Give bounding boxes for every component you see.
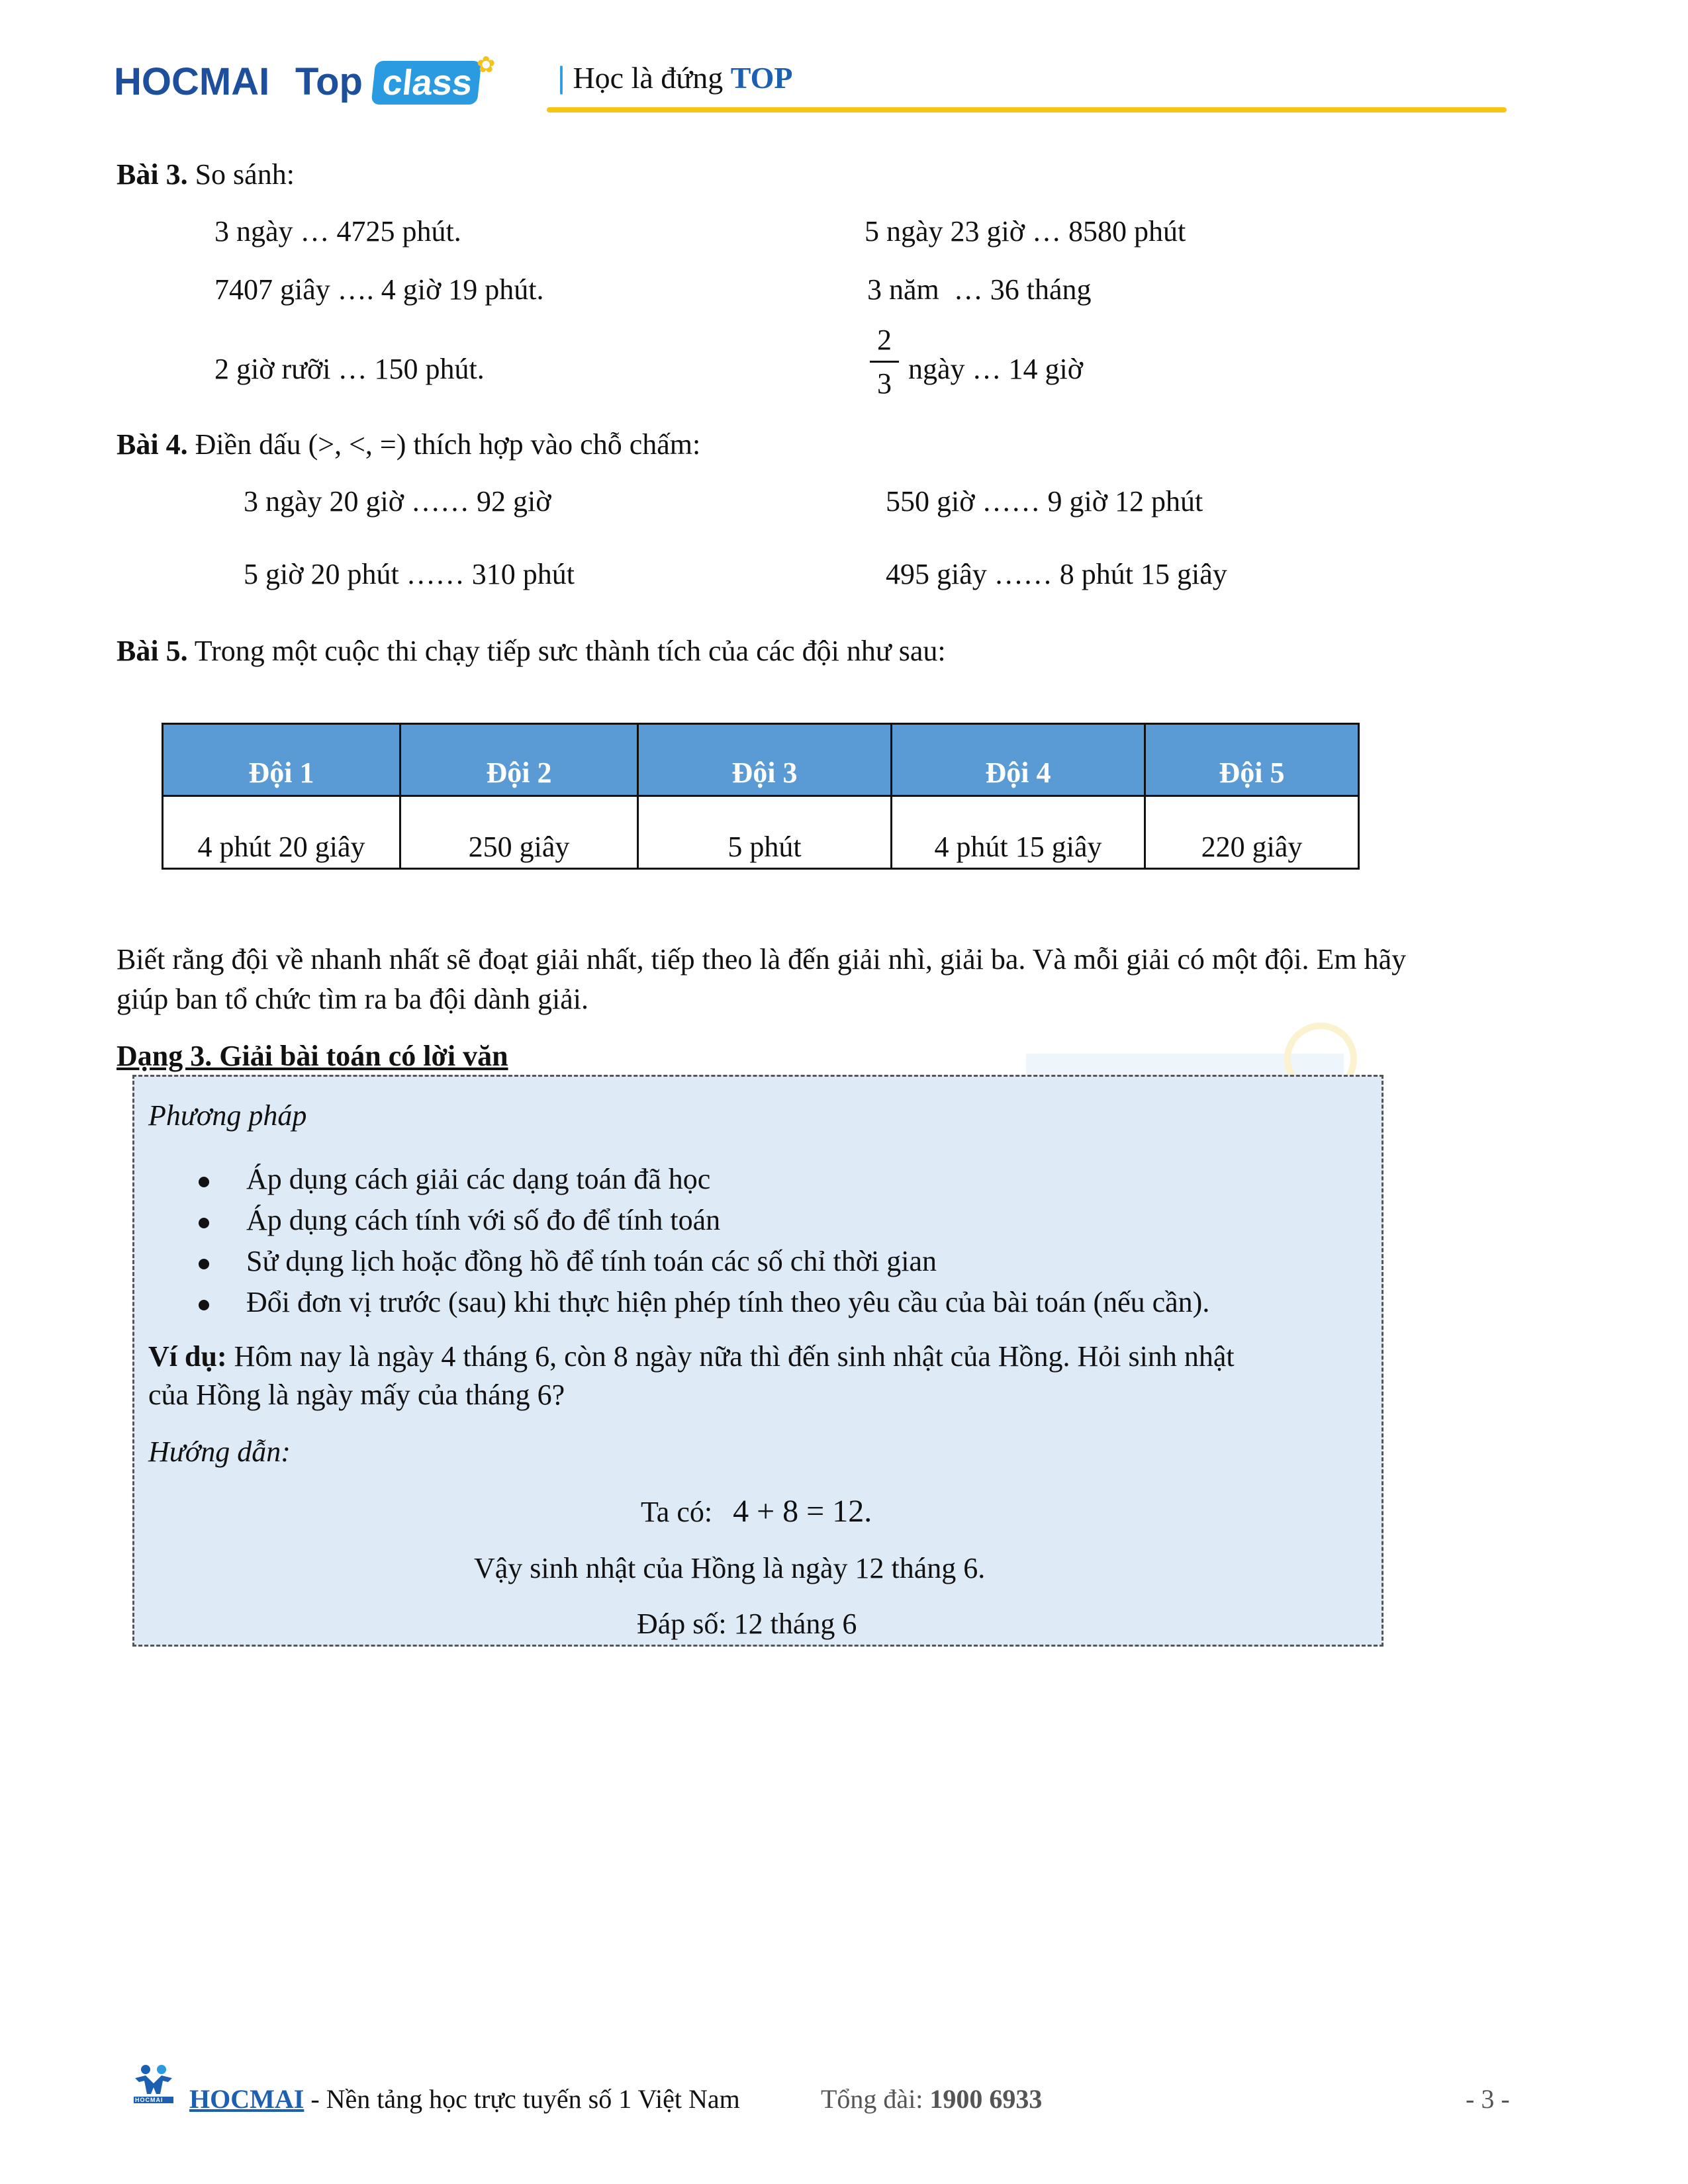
footer-hotline-label: Tổng đài:	[821, 2084, 930, 2114]
bai5-paragraph-line2: giúp ban tổ chức tìm ra ba đội dành giải.	[117, 983, 589, 1015]
method-bullet-1: Áp dụng cách giải các dạng toán đã học	[246, 1163, 711, 1195]
bai4-item-4: 495 giây …… 8 phút 15 giây	[886, 558, 1227, 590]
table-cell: 220 giây	[1145, 796, 1359, 869]
header-divider	[547, 107, 1507, 113]
method-bullet-4: Đổi đơn vị trước (sau) khi thực hiện phép tính theo yêu cầu của bài toán (nếu cần).	[246, 1286, 1210, 1318]
logo-hocmai-text: HOCMAI	[114, 60, 270, 103]
bullet-icon	[199, 1177, 209, 1187]
table-header-cell: Đội 1	[163, 724, 400, 796]
footer-brand-link[interactable]: HOCMAI	[189, 2084, 305, 2114]
dang3-heading: Dạng 3. Giải bài toán có lời văn	[117, 1040, 508, 1072]
slogan-text: Học là đứng	[573, 61, 724, 95]
bai3-item-4: 3 năm … 36 tháng	[867, 273, 1092, 306]
footer-logo-caption: HOCMAI	[135, 2097, 164, 2103]
bai4-item-2: 550 giờ …… 9 giờ 12 phút	[886, 485, 1203, 518]
example-text-1: Hôm nay là ngày 4 tháng 6, còn 8 ngày nữa thì đến sinh nhật của Hồng. Hỏi sinh nhật	[234, 1340, 1235, 1373]
bai5-paragraph-line1: Biết rằng đội về nhanh nhất sẽ đoạt giải nhất, tiếp theo là đến giải nhì, giải ba. Và mỗi giải có một đội. Em hãy	[117, 943, 1407, 976]
guide-title: Hướng dẫn:	[148, 1435, 291, 1468]
method-title: Phương pháp	[148, 1099, 307, 1132]
table-cell: 4 phút 20 giây	[163, 796, 400, 869]
solution-dot: .	[864, 1494, 872, 1529]
teams-table	[162, 723, 1360, 870]
method-bullet-2: Áp dụng cách tính với số đo để tính toán	[246, 1204, 721, 1236]
bai3-title: So sánh:	[195, 158, 295, 191]
example-line2: của Hồng là ngày mấy của tháng 6?	[148, 1379, 565, 1411]
table-header-cell: Đội 3	[638, 724, 892, 796]
fraction-numerator: 2	[877, 324, 892, 356]
slogan-top: TOP	[730, 61, 793, 95]
bai3-item-6: ngày … 14 giờ	[908, 353, 1084, 385]
logo-star-icon: ✿	[477, 52, 496, 78]
bai3-item-1: 3 ngày … 4725 phút.	[214, 215, 461, 248]
example-line1	[148, 1340, 1235, 1373]
bai4-item-1: 3 ngày 20 giờ …… 92 giờ	[244, 485, 551, 518]
bai3-item-2: 5 ngày 23 giờ … 8580 phút	[865, 215, 1186, 248]
table-cell: 4 phút 15 giây	[892, 796, 1145, 869]
table-header-row	[163, 724, 1359, 796]
table-row	[163, 796, 1359, 869]
fraction-denominator: 3	[877, 367, 892, 400]
table-cell: 5 phút	[638, 796, 892, 869]
table-cell: 250 giây	[400, 796, 638, 869]
bai3-item-3: 7407 giây …. 4 giờ 19 phút.	[214, 273, 544, 306]
bai5-title: Trong một cuộc thi chạy tiếp sưc thành tích của các đội như sau:	[194, 635, 946, 667]
footer-hotline	[821, 2083, 1042, 2115]
bullet-icon	[199, 1218, 209, 1228]
bai3-fraction	[867, 323, 902, 400]
solution-prefix: Ta có:	[641, 1496, 713, 1528]
table-header-cell: Đội 4	[892, 724, 1145, 796]
logo-top-text: Top	[295, 60, 363, 103]
slogan	[557, 60, 792, 95]
solution-conclusion: Vậy sinh nhật của Hồng là ngày 12 tháng 6.	[474, 1552, 986, 1584]
bai4-item-3: 5 giờ 20 phút …… 310 phút	[244, 558, 575, 590]
example-label: Ví dụ:	[148, 1340, 227, 1373]
footer-hotline-number: 1900 6933	[929, 2084, 1043, 2114]
bai3-item-5: 2 giờ rưỡi … 150 phút.	[214, 353, 485, 385]
bai4-label: Bài 4.	[117, 428, 188, 461]
page-number: - 3 -	[1466, 2084, 1510, 2114]
method-bullet-3: Sử dụng lịch hoặc đồng hồ để tính toán các số chỉ thời gian	[246, 1245, 937, 1277]
footer-tagline: - Nền tảng học trực tuyến số 1 Việt Nam	[304, 2084, 740, 2114]
bullet-icon	[199, 1259, 209, 1269]
bai4-heading	[117, 428, 700, 461]
bai4-title: Điền dấu (>, <, =) thích hợp vào chỗ chấm:	[195, 428, 701, 461]
solution-line	[641, 1493, 872, 1529]
footer-hocmai-logo	[130, 2064, 177, 2107]
bai5-heading	[117, 634, 946, 668]
bullet-icon	[199, 1300, 209, 1310]
fraction-bar	[870, 361, 899, 363]
table-header-cell: Đội 2	[400, 724, 638, 796]
bai3-label: Bài 3.	[117, 158, 188, 191]
footer-brand	[189, 2083, 740, 2115]
slogan-bar: |	[557, 60, 565, 95]
logo-class-text: class	[380, 63, 475, 103]
logo-class-badge	[371, 61, 482, 105]
table-header-cell: Đội 5	[1145, 724, 1359, 796]
bai5-label: Bài 5.	[117, 635, 188, 667]
solution-math: 4 + 8 = 12	[733, 1494, 865, 1529]
bai3-heading	[117, 158, 295, 191]
solution-answer: Đáp số: 12 tháng 6	[637, 1608, 857, 1640]
